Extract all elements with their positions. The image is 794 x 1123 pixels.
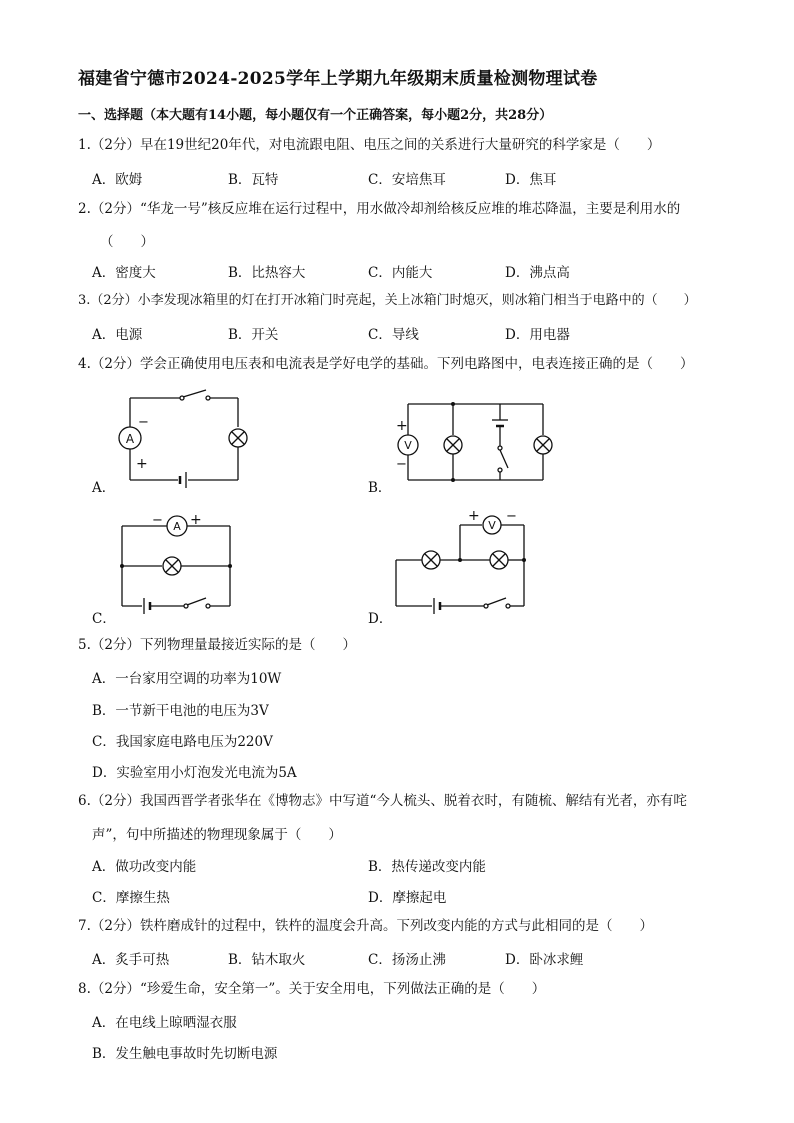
q6-option-d: D．摩擦起电: [368, 890, 447, 906]
q7-option-b: B．钻木取火: [228, 952, 306, 968]
question-6: 6.（2分）我国西晋学者张华在《博物志》中写道“今人梳头、脱着衣时，有随梳、解结有光者，亦有咤: [78, 793, 687, 809]
question-4: 4.（2分）学会正确使用电压表和电流表是学好电学的基础。下列电路图中，电表连接正确的是（ ）: [78, 356, 694, 372]
circuit-diagram-c: [112, 510, 242, 614]
q3-option-c: C．导线: [368, 327, 419, 343]
question-2: 2.（2分）“华龙一号”核反应堆在运行过程中，用水做冷却剂给核反应堆的堆芯降温，主要是利用水的: [78, 201, 681, 217]
q6-option-b: B．热传递改变内能: [368, 859, 486, 875]
question-5: 5.（2分）下列物理量最接近实际的是（ ）: [78, 637, 356, 653]
q5-option-c: C．我国家庭电路电压为220V: [92, 734, 273, 750]
minus-sign: −: [152, 513, 163, 528]
q1-option-a: A．欧姆: [92, 172, 143, 188]
minus-sign: −: [396, 457, 407, 472]
plus-sign: +: [468, 508, 480, 524]
minus-sign: −: [138, 415, 149, 430]
q7-option-d: D．卧冰求鲤: [505, 952, 584, 968]
q2-option-a: A．密度大: [92, 265, 156, 281]
ammeter-label: A: [125, 432, 135, 446]
q5-option-a: A．一台家用空调的功率为10W: [92, 671, 282, 687]
circuit-diagram-d: [388, 506, 538, 614]
q3-option-b: B．开关: [228, 327, 279, 343]
q4-option-a: A．: [92, 480, 116, 496]
q2-option-c: C．内能大: [368, 265, 433, 281]
ammeter-label: A: [173, 520, 181, 533]
q1-option-d: D．焦耳: [505, 172, 557, 188]
question-6-cont: 声”，句中所描述的物理现象属于（ ）: [92, 827, 342, 843]
q3-option-d: D．用电器: [505, 327, 570, 343]
question-7: 7.（2分）铁杵磨成针的过程中，铁杵的温度会升高。下列改变内能的方式与此相同的是（ ）: [78, 918, 653, 934]
q8-option-b: B．发生触电事故时先切断电源: [92, 1046, 278, 1062]
q5-option-b: B．一节新干电池的电压为3V: [92, 703, 269, 719]
plus-sign: +: [136, 456, 148, 472]
question-8: 8.（2分）“珍爱生命，安全第一”。关于安全用电，下列做法正确的是（ ）: [78, 981, 546, 997]
q4-option-b: B．: [368, 480, 392, 496]
voltmeter-label: V: [488, 519, 496, 532]
page-title: 福建省宁德市2024-2025学年上学期九年级期末质量检测物理试卷: [78, 69, 598, 89]
circuit-diagram-a: [110, 388, 250, 494]
plus-sign: +: [396, 418, 408, 434]
question-1: 1.（2分）早在19世纪20年代，对电流跟电阻、电压之间的关系进行大量研究的科学家是（ ）: [78, 137, 661, 153]
q1-option-b: B．瓦特: [228, 172, 279, 188]
q6-option-c: C．摩擦生热: [92, 890, 170, 906]
q2-option-d: D．沸点高: [505, 265, 570, 281]
q3-option-a: A．电源: [92, 327, 143, 343]
minus-sign: −: [506, 509, 517, 524]
question-2-cont: （ ）: [100, 234, 154, 250]
q4-option-c: C．: [92, 611, 116, 627]
q7-option-c: C．扬汤止沸: [368, 952, 446, 968]
q5-option-d: D．实验室用小灯泡发光电流为5A: [92, 765, 297, 781]
q7-option-a: A．炙手可热: [92, 952, 170, 968]
circuit-diagram-b: [388, 392, 558, 492]
question-3: 3.（2分）小李发现冰箱里的灯在打开冰箱门时亮起，关上冰箱门时熄灭，则冰箱门相当于电路中的（ ）: [78, 293, 697, 308]
q6-option-a: A．做功改变内能: [92, 859, 197, 875]
q2-option-b: B．比热容大: [228, 265, 306, 281]
voltmeter-label: V: [404, 439, 412, 452]
q4-option-d: D．: [368, 611, 393, 627]
plus-sign: +: [190, 512, 202, 528]
q1-option-c: C．安培焦耳: [368, 172, 446, 188]
q8-option-a: A．在电线上晾晒湿衣服: [92, 1015, 237, 1031]
section-heading: 一、选择题（本大题有14小题，每小题仅有一个正确答案，每小题2分，共28分）: [78, 108, 553, 123]
